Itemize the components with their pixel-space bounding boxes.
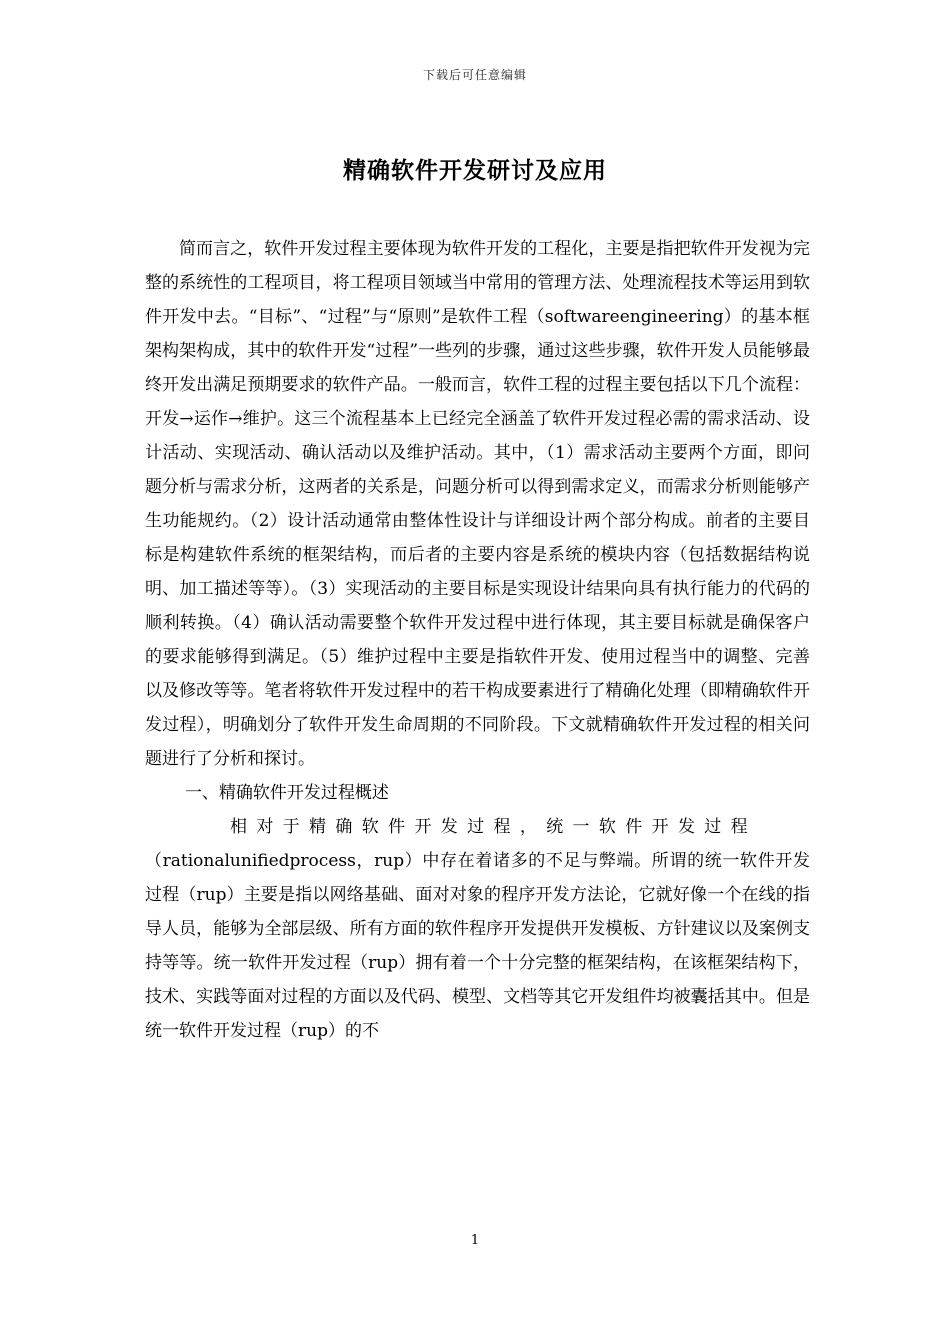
body-paragraph: 相对于精确软件开发过程，统一软件开发过程 (230, 817, 757, 837)
page-number: 1 (470, 1233, 480, 1248)
document-title: 精确软件开发研讨及应用 (343, 157, 607, 184)
page-header: 下载后可任意编辑 (422, 68, 527, 82)
body-paragraph: （rationalunifiedprocess，rup）中存在着诸多的不足与弊端。所谓的统一软件开发过程（rup）主要是指以网络基础、面对对象的程序开发方法论，它就好像一个在线的指导人员，能够为全部层级、所有方面的软件程序开发提供开发模板、方针建议以及案例支持等等。统一软件开发过程（rup）拥有着一个十分完整的框架结构，在该框架结构下，技术、实践等面对过程的方面以及代码、模型、文档等其它开发组件均被囊括其中。但是统一软件开发过程（rup）的不 (145, 851, 810, 1041)
section-heading: 一、精确软件开发过程概述 (184, 783, 389, 803)
body-paragraph: 简而言之，软件开发过程主要体现为软件开发的工程化，主要是指把软件开发视为完整的系统性的工程项目，将工程项目领域当中常用的管理方法、处理流程技术等运用到软件开发中去。“目标”、“过程”与“原则”是软件工程（softwareengineering）的基本框架构架构成，其中的软件开发“过程”一些列的步骤，通过这些步骤，软件开发人员能够最终开发出满足预期要求的软件产品。一般而言，软件工程的过程主要包括以下几个流程：开发→运作→维护。这三个流程基本上已经完全涵盖了软件开发过程必需的需求活动、设计活动、实现活动、确认活动以及维护活动。其中，（1）需求活动主要两个方面，即问题分析与需求分析，这两者的关系是，问题分析可以得到需求定义，而需求分析则能够产生功能规约。（2）设计活动通常由整体性设计与详细设计两个部分构成。前者的主要目标是构建软件系统的框架结构，而后者的主要内容是系统的模块内容（包括数据结构说明、加工描述等等）。（3）实现活动的主要目标是实现设计结果向具有执行能力的代码的顺利转换。（4）确认活动需要整个软件开发过程中进行体现，其主要目标就是确保客户的要求能够得到满足。（5）维护过程中主要是指软件开发、使用过程当中的调整、完善以及修改等等。笔者将软件开发过程中的若干构成要素进行了精确化处理（即精确软件开发过程），明确划分了软件开发生命周期的不同阶段。下文就精确软件开发过程的相关问题进行了分析和探讨。 (145, 239, 810, 769)
document-body (145, 232, 810, 1048)
